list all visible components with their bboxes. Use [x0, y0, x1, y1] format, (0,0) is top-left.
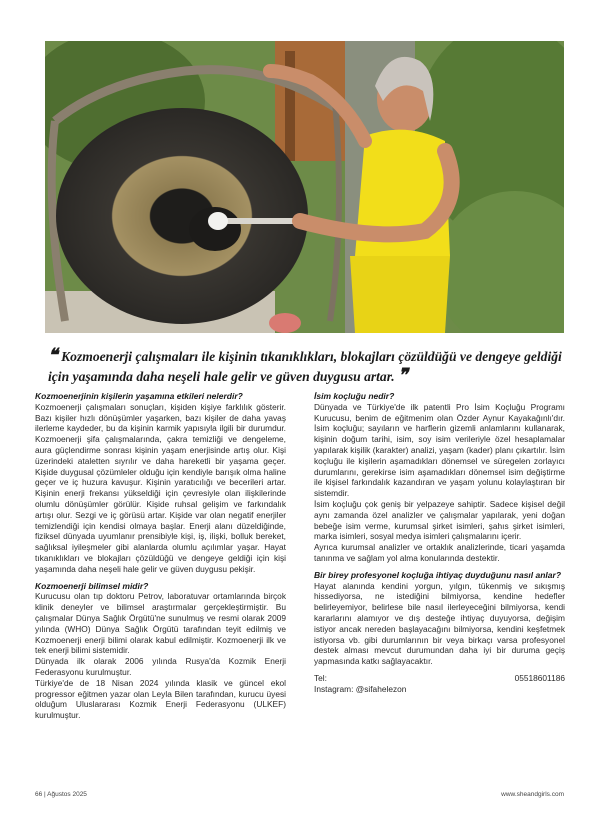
phone-label: Tel: — [314, 672, 327, 683]
left-column — [35, 391, 286, 721]
right-column — [314, 391, 565, 695]
paragraph: İsim koçluğu çok geniş bir yelpazeye sahiptir. Sadece kişisel değil aynı zamanda özel analizler ve çalışmalar yapılarak, yeni doğan bebeğe isim verme, kurumsal şirket isimleri, şahıs şirket isimleri, marka isimleri, sosyal medya isimleri çalışmalarını içerir. — [314, 498, 565, 542]
section-heading-scientific: Kozmoenerji bilimsel midir? — [35, 580, 149, 591]
section-heading-professional-coaching: Bir birey profesyonel koçluğa ihtiyaç duyduğunu nasıl anlar? — [314, 569, 562, 580]
contact-instagram — [314, 684, 565, 695]
article-photo — [45, 41, 564, 333]
paragraph: Dünyada ilk olarak 2006 yılında Rusya'da Kozmik Enerji Federasyonu kurulmuştur. — [35, 656, 286, 677]
pull-quote-text: Kozmoenerji çalışmaları ile kişinin tıkanıklıkları, blokajları çözüldüğü ve dengeye geldiği için yaşamında daha neşeli hale gelir ve güven duygusu artar. — [48, 349, 562, 384]
paragraph: Hayat alanında kendini yorgun, yılgın, tükenmiş ve sıkışmış hissediyorsa, ne istediğini bilmiyorsa, kendine hedefler belirleyemiyor, belirlese bile nasıl ilerleyeceğini bilmiyorsa, kendi kararlarını alamıyor ve dış desteğe ihtiyaç duyuyorsa, değişim istiyor ancak nereden başlayacağını bilmiyorsa, kendini keşfetmek istiyorsa vb. gibi durumlarının bir veya birkaçı varsa profesyonel destek alması mevcut durumundan daha iyi bir duruma geçiş yapmasında katkı sağlayacaktır. — [314, 580, 565, 667]
phone-number[interactable]: 05518601186 — [514, 672, 565, 683]
close-quote-icon: ❞ — [398, 365, 408, 385]
paragraph: Dünyada ve Türkiye'de ilk patentli Pro İsim Koçluğu Programı Kurucusu, benim de eğitmenim olan Özder Aynur Kayakağınlı'dır. İsim koçluğu; sayıların ve harflerin gizemli anlamlarını kullanarak, kişinin doğum tarihi, isim, soy isim verileriyle özel hesaplamalar yapılarak kişilik (karakter) analizi, yaşam (kader) planı çıkartılır. İsim koçluğu ile kişilerin aşamadıkları dönemsel ve süregelen zorlayıcı durumlarını, gerekirse isim aşamadıkları dönemsel isim değiştirme ile kişisel farkındalık kazandıran ve yaşam yolunu kolaylaştıran bir sistemdir. — [314, 401, 565, 499]
paragraph: Ayrıca kurumsal analizler ve ortaklık analizlerinde, ticari yaşamda tanınma ve sağlam yol alma konularında destektir. — [314, 542, 565, 563]
pull-quote — [48, 346, 562, 386]
paragraph: Kurucusu olan tıp doktoru Petrov, laboratuvar ortamlarında birçok klinik deneyler ve bilimsel araştırmalar gerçekleştirmiştir. Bu çalışmalar Dünya Sağlık Örgütü'ne sunulmuş ve resmi olarak 2009 yılında (WHO) Dünya Sağlık Örgütü tarafından teyit edilmiş ve Kozmoenerji enerji bilimi olarak kabul edilmiştir. Kozmoenerji ilk ve tek enerji bilimi sistemidir. — [35, 591, 286, 656]
paragraph: Türkiye'de de 18 Nisan 2024 yılında klasik ve güncel ekol progressor eğitmen yazar olan Leyla Bilen tarafından, kurucu üyesi olduğum Uluslararası Kozmik Enerji Federasyonu (ULKEF) kurulmuştur. — [35, 677, 286, 721]
paragraph: Kozmoenerji çalışmaları sonuçları, kişiden kişiye farklılık gösterir. Bazı kişiler hızlı dönüşümler yaşarken, bazı kişiler de daha yavaş ilerleme kaydeder, bu da kişinin karmik yapısıyla ilgili bir durumdur. Kozmoenerji şifa çalışmalarında, çakra temizliği ve dengeleme, aura güçlendirme sonrası kişinin yaşam enerjisinde artış olur. Kişi üzerindeki ataletten sıyrılır ve daha hareketli bir yaşama geçer. Kişide duygusal çözümleler olduğu için kendiyle barışık olma haline geçer ve iç huzura kavuşur. Kişinin yaratıcılığı ve becerileri artar. Kişinin enerji frekansı yükseldiği için çevresiyle olan ilişkilerinde olumlu dönüşümler görülür. Kişide ruhsal gelişim ve farkındalık artışı olur. Sezgi ve iç görüsü artar. Kişide var olan negatif enerjiler temizlendiği için kendisi olmaya başlar. Enerji alanı düzeldiğinde, fiziksel dünyada uyumlanır prensibiyle kişi, iş, ilişki, bolluk bereket, sağlıksal iyileşmeler gibi alanlarda olumlu açılımlar yaşar. Hayat tıkanıklıkları ve blokajları çözüldüğü ve dengeye geldiği için kişi yaşamında daha neşeli hale gelir ve güven duygusu pekişir. — [35, 401, 286, 574]
page-number: 66 | Ağustos 2025 — [35, 791, 87, 798]
contact-phone — [314, 673, 565, 684]
section-heading-effects: Kozmoenerjinin kişilerin yaşamına etkileri nelerdir? — [35, 391, 243, 401]
section-heading-name-coaching: İsim koçluğu nedir? — [314, 391, 395, 401]
open-quote-icon: ❝ — [48, 345, 58, 365]
instagram-handle[interactable]: Instagram: @sifahelezon — [314, 683, 407, 694]
website-link[interactable]: www.sheandgirls.com — [501, 791, 564, 798]
gong-woman-illustration — [45, 41, 564, 333]
